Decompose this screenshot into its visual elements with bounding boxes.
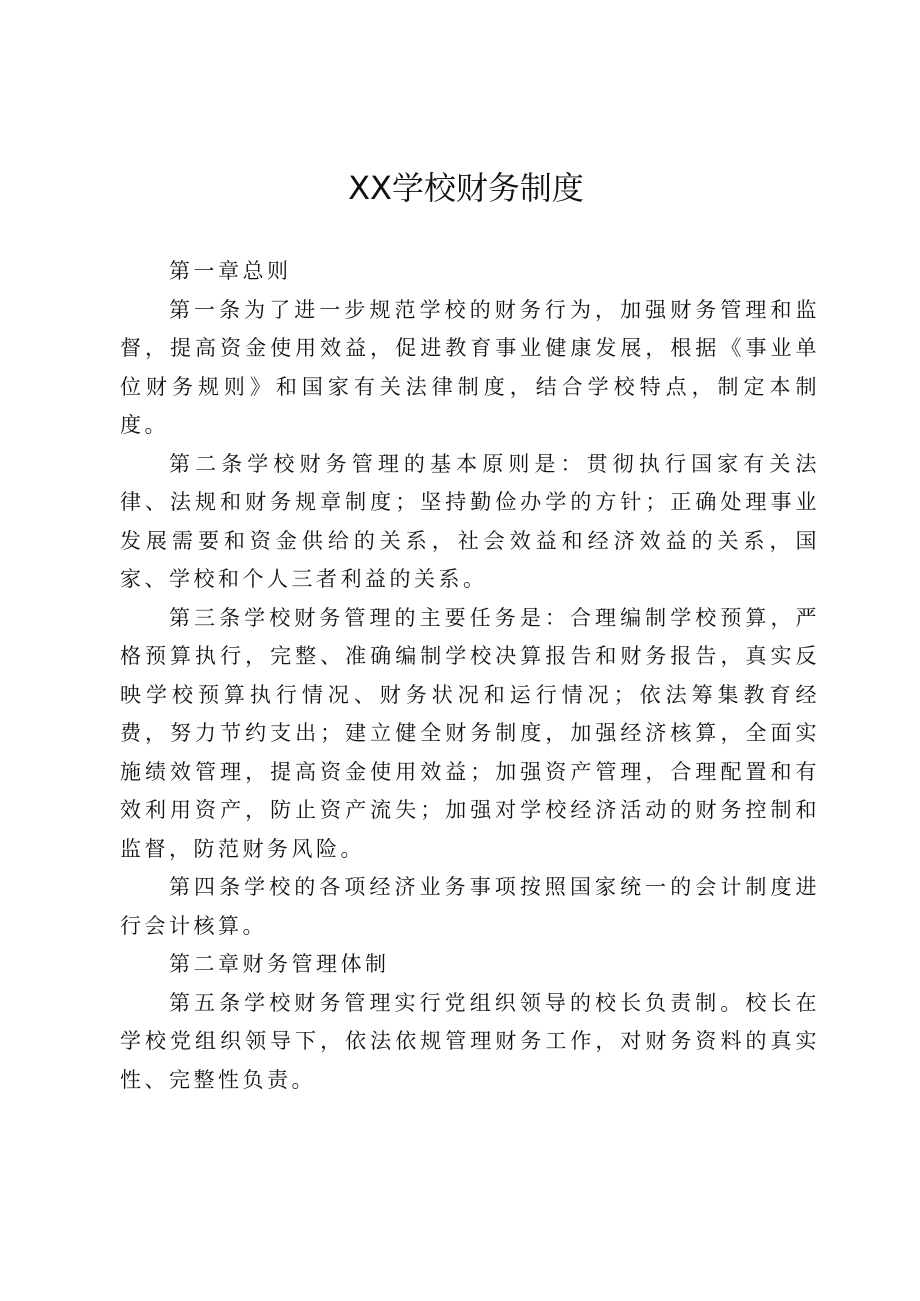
document-title: XX学校财务制度 [348,169,584,207]
article-5-paragraph: 第五条学校财务管理实行党组织领导的校长负责制。校长在学校党组织领导下，依法依规管理财务工作，对财务资料的真实性、完整性负责。 [120,990,820,1092]
article-2-paragraph: 第二条学校财务管理的基本原则是：贯彻执行国家有关法律、法规和财务规章制度；坚持勤俭办学的方针；正确处理事业发展需要和资金供给的关系，社会效益和经济效益的关系，国家、学校和个人三者利益的关系。 [120,451,820,591]
article-4-paragraph: 第四条学校的各项经济业务事项按照国家统一的会计制度进行会计核算。 [120,875,820,938]
article-3-paragraph: 第三条学校财务管理的主要任务是：合理编制学校预算，严格预算执行，完整、准确编制学校决算报告和财务报告，真实反映学校预算执行情况、财务状况和运行情况；依法筹集教育经费，努力节约支出；建立健全财务制度，加强经济核算，全面实施绩效管理，提高资金使用效益；加强资产管理，合理配置和有效利用资产，防止资产流失；加强对学校经济活动的财务控制和监督，防范财务风险。 [120,605,820,861]
article-1-paragraph: 第一条为了进一步规范学校的财务行为，加强财务管理和监督，提高资金使用效益，促进教育事业健康发展，根据《事业单位财务规则》和国家有关法律制度，结合学校特点，制定本制度。 [120,297,820,437]
document-body [120,252,820,1099]
chapter-heading-2: 第二章财务管理体制 [169,952,390,976]
chapter-heading-1: 第一章总则 [169,259,292,283]
